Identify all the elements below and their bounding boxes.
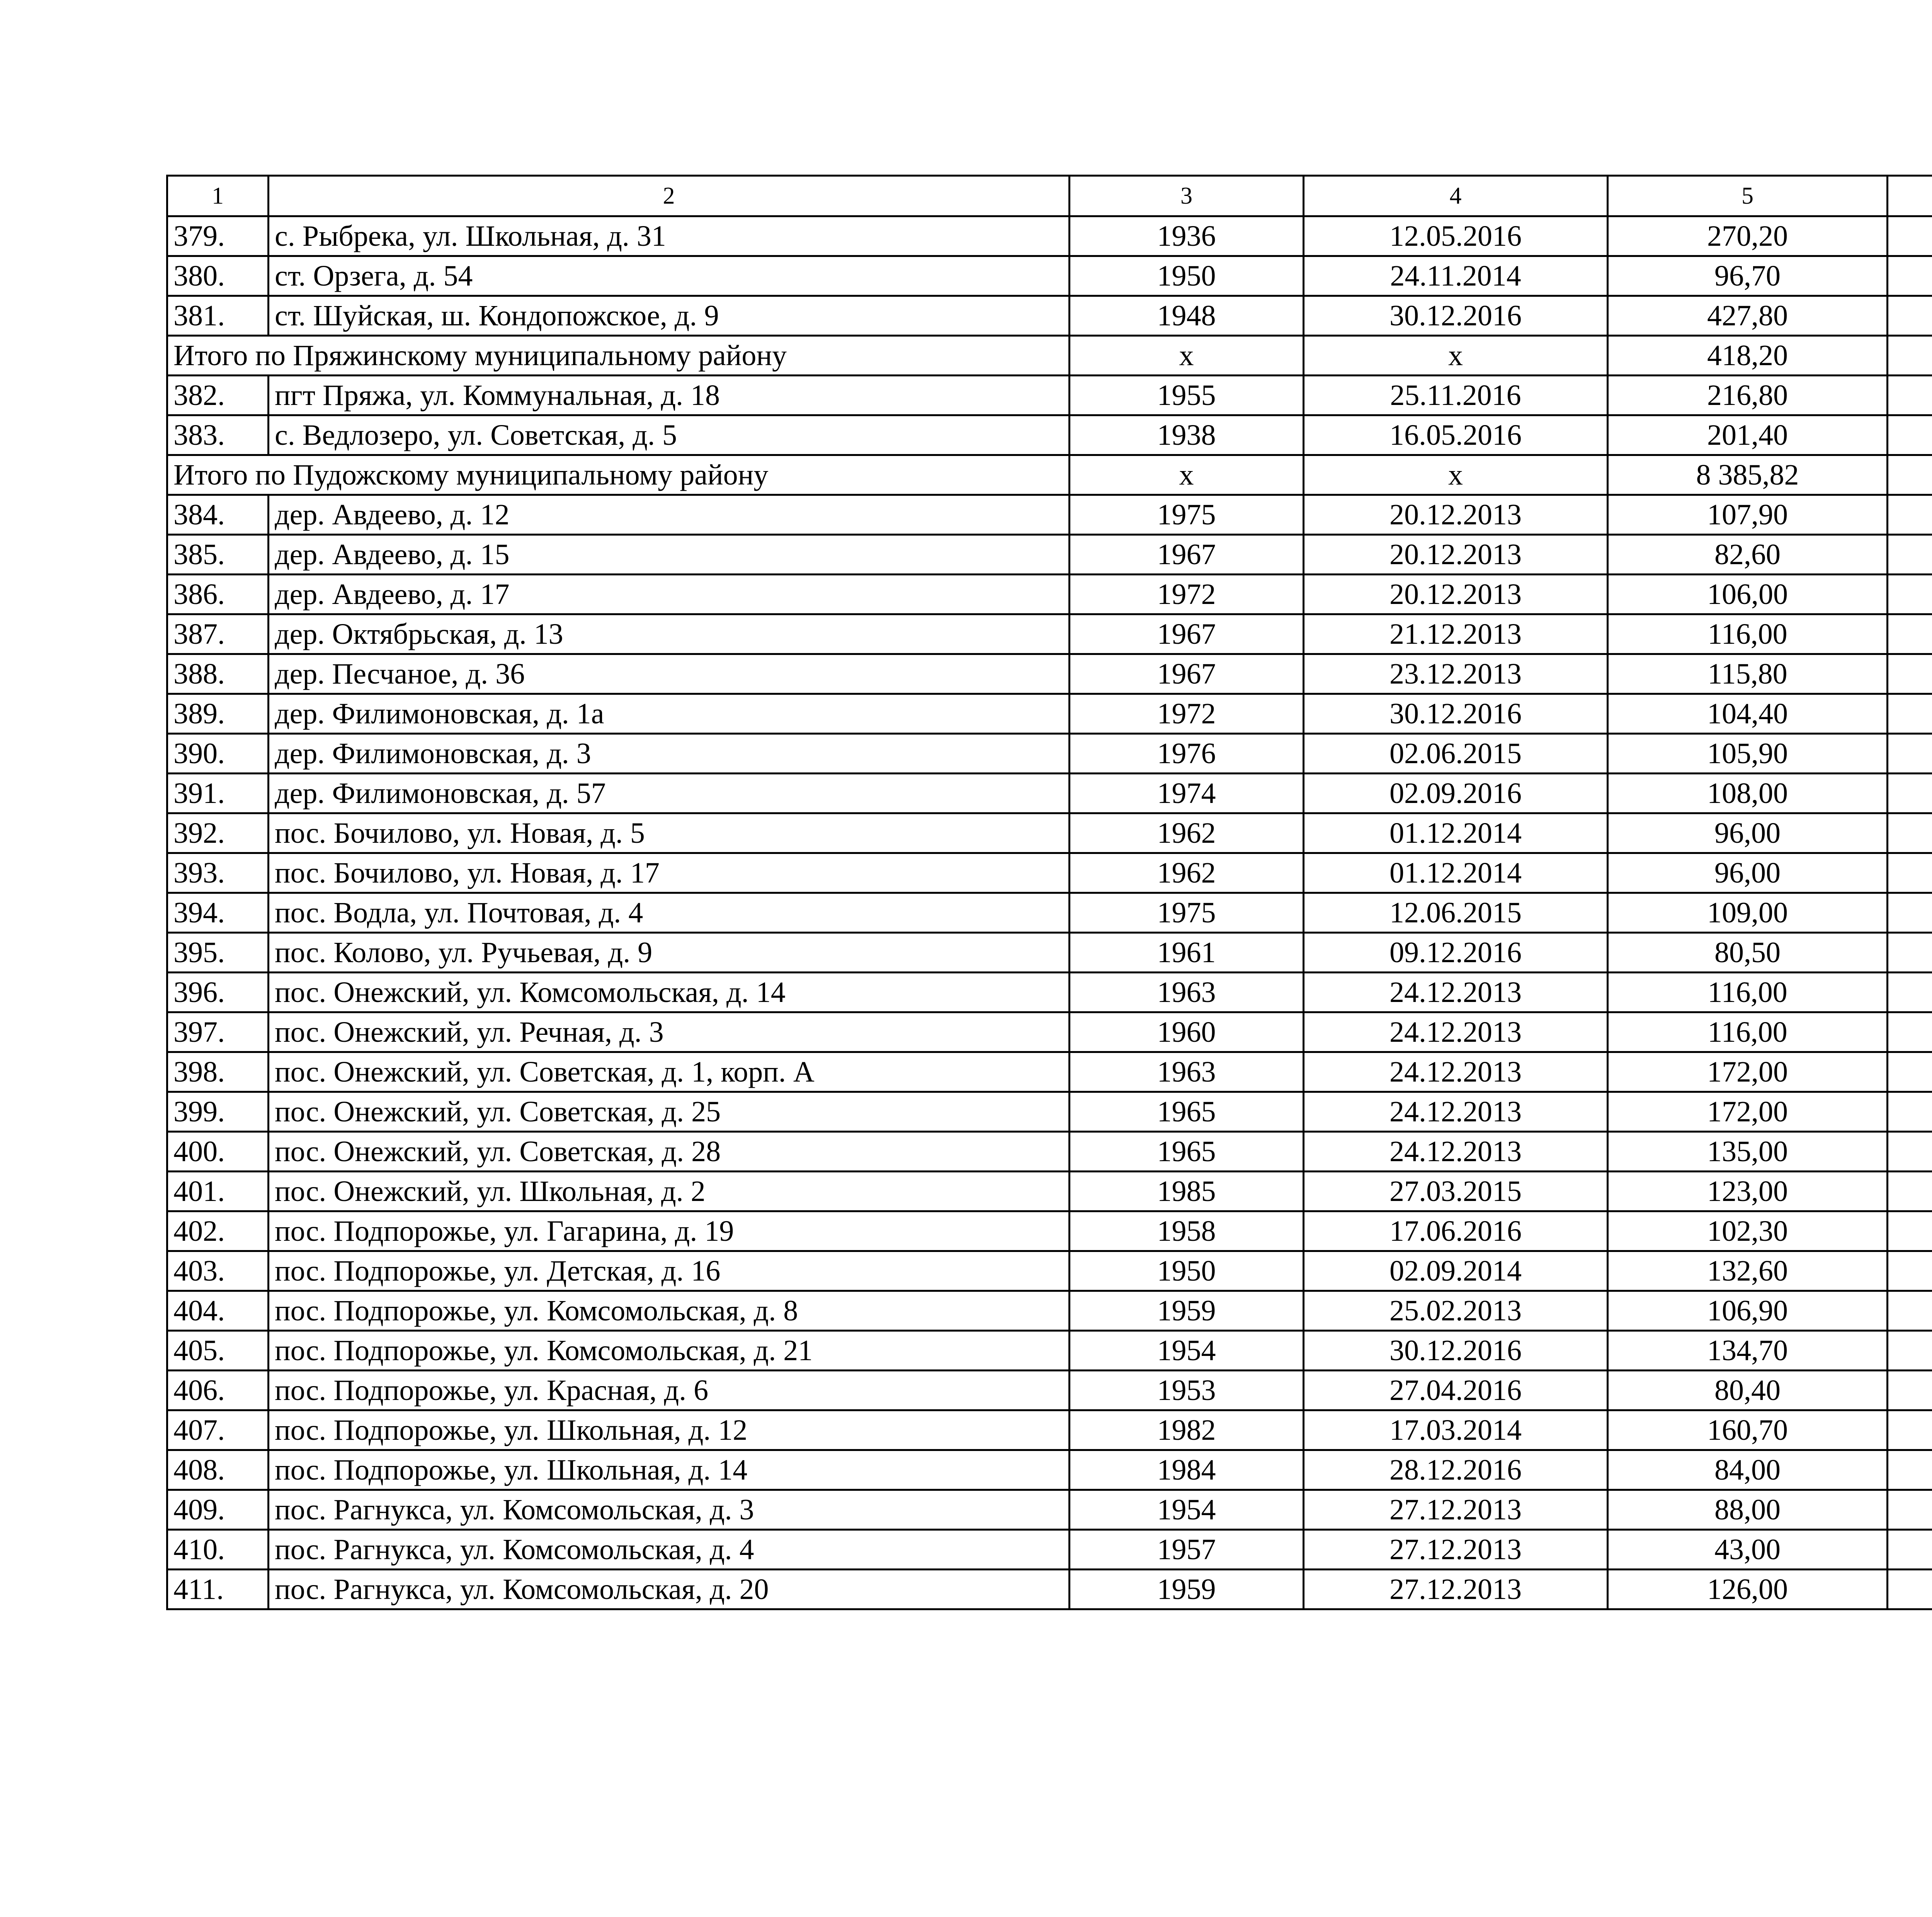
address-cell: пос. Онежский, ул. Советская, д. 25 (269, 1092, 1070, 1132)
area-cell: 172,00 (1608, 1092, 1888, 1132)
area-cell: 96,70 (1608, 256, 1888, 296)
residents-cell (1888, 1530, 1932, 1570)
residents-cell (1888, 256, 1932, 296)
residents-cell (1888, 336, 1932, 376)
residents-cell (1888, 1410, 1932, 1450)
date-cell: 24.12.2013 (1304, 1012, 1608, 1052)
row-number-cell: 381. (167, 296, 269, 336)
address-cell: ст. Орзега, д. 54 (269, 256, 1070, 296)
residents-cell (1888, 1331, 1932, 1371)
date-cell: 01.12.2014 (1304, 853, 1608, 893)
residents-cell (1888, 1012, 1932, 1052)
year-cell: 1950 (1070, 1251, 1304, 1291)
area-cell: 427,80 (1608, 296, 1888, 336)
residents-cell (1888, 1211, 1932, 1251)
year-cell: 1950 (1070, 256, 1304, 296)
date-cell: 27.12.2013 (1304, 1570, 1608, 1609)
table-row (167, 933, 1932, 973)
table-row (167, 1331, 1932, 1371)
date-cell: 27.12.2013 (1304, 1530, 1608, 1570)
row-number-cell: 394. (167, 893, 269, 933)
residents-cell (1888, 694, 1932, 734)
address-cell: пос. Онежский, ул. Комсомольская, д. 14 (269, 973, 1070, 1012)
header-cell-col-3: 3 (1070, 176, 1304, 216)
year-cell: 1972 (1070, 575, 1304, 614)
date-cell: 30.12.2016 (1304, 694, 1608, 734)
date-cell: 17.03.2014 (1304, 1410, 1608, 1450)
residents-cell (1888, 535, 1932, 575)
area-cell: 172,00 (1608, 1052, 1888, 1092)
row-number-cell: 392. (167, 813, 269, 853)
area-cell: 107,90 (1608, 495, 1888, 535)
table-row (167, 1450, 1932, 1490)
address-cell: пос. Колово, ул. Ручьевая, д. 9 (269, 933, 1070, 973)
residents-cell (1888, 575, 1932, 614)
date-cell: 20.12.2013 (1304, 535, 1608, 575)
residents-cell (1888, 973, 1932, 1012)
row-number-cell: 403. (167, 1251, 269, 1291)
address-cell: пос. Рагнукса, ул. Комсомольская, д. 4 (269, 1530, 1070, 1570)
area-cell: 160,70 (1608, 1410, 1888, 1450)
residents-cell (1888, 654, 1932, 694)
row-number-cell: 391. (167, 774, 269, 813)
table-row (167, 1291, 1932, 1331)
address-cell: пос. Подпорожье, ул. Школьная, д. 14 (269, 1450, 1070, 1490)
residents-cell (1888, 774, 1932, 813)
district-total-row (167, 455, 1932, 495)
year-cell: 1962 (1070, 813, 1304, 853)
area-cell: 104,40 (1608, 694, 1888, 734)
residents-cell (1888, 813, 1932, 853)
table-row (167, 495, 1932, 535)
residents-cell (1888, 853, 1932, 893)
year-cell: 1957 (1070, 1530, 1304, 1570)
year-cell: 1975 (1070, 495, 1304, 535)
row-number-cell: 408. (167, 1450, 269, 1490)
address-cell: пос. Подпорожье, ул. Школьная, д. 12 (269, 1410, 1070, 1450)
area-cell: 135,00 (1608, 1132, 1888, 1172)
header-cell-col-1: 1 (167, 176, 269, 216)
area-cell: 116,00 (1608, 1012, 1888, 1052)
area-cell: 106,90 (1608, 1291, 1888, 1331)
year-cell: 1975 (1070, 893, 1304, 933)
area-cell: 216,80 (1608, 376, 1888, 415)
date-cell: 17.06.2016 (1304, 1211, 1608, 1251)
year-cell: 1976 (1070, 734, 1304, 774)
area-cell: 116,00 (1608, 973, 1888, 1012)
row-number-cell: 386. (167, 575, 269, 614)
table-row (167, 1172, 1932, 1211)
residents-cell (1888, 933, 1932, 973)
area-cell: 132,60 (1608, 1251, 1888, 1291)
row-number-cell: 411. (167, 1570, 269, 1609)
column-number-header-row (167, 176, 1932, 216)
table-row (167, 1371, 1932, 1410)
date-cell: 27.12.2013 (1304, 1490, 1608, 1530)
row-number-cell: 395. (167, 933, 269, 973)
year-cell: 1967 (1070, 654, 1304, 694)
date-cell: 20.12.2013 (1304, 575, 1608, 614)
year-cell: 1974 (1070, 774, 1304, 813)
year-cell: 1963 (1070, 1052, 1304, 1092)
date-cell: 30.12.2016 (1304, 1331, 1608, 1371)
year-cell: 1953 (1070, 1371, 1304, 1410)
table-row (167, 256, 1932, 296)
date-cell: 24.12.2013 (1304, 1052, 1608, 1092)
row-number-cell: 405. (167, 1331, 269, 1371)
date-cell: 23.12.2013 (1304, 654, 1608, 694)
year-cell: 1984 (1070, 1450, 1304, 1490)
address-cell: дер. Филимоновская, д. 1а (269, 694, 1070, 734)
table-row (167, 774, 1932, 813)
area-cell: 106,00 (1608, 575, 1888, 614)
area-cell: 123,00 (1608, 1172, 1888, 1211)
district-total-row (167, 336, 1932, 376)
row-number-cell: 409. (167, 1490, 269, 1530)
date-cell: 16.05.2016 (1304, 415, 1608, 455)
row-number-cell: 385. (167, 535, 269, 575)
table-row (167, 694, 1932, 734)
table-row (167, 1052, 1932, 1092)
residents-cell (1888, 1371, 1932, 1410)
area-cell: 96,00 (1608, 813, 1888, 853)
date-cell: х (1304, 455, 1608, 495)
year-cell: 1965 (1070, 1132, 1304, 1172)
area-cell: 270,20 (1608, 216, 1888, 256)
area-cell: 80,40 (1608, 1371, 1888, 1410)
area-cell: 88,00 (1608, 1490, 1888, 1530)
date-cell: 02.09.2014 (1304, 1251, 1608, 1291)
area-cell: 126,00 (1608, 1570, 1888, 1609)
date-cell: 01.12.2014 (1304, 813, 1608, 853)
row-number-cell: 380. (167, 256, 269, 296)
area-cell: 115,80 (1608, 654, 1888, 694)
year-cell: 1959 (1070, 1291, 1304, 1331)
year-cell: 1948 (1070, 296, 1304, 336)
row-number-cell: 383. (167, 415, 269, 455)
row-number-cell: 406. (167, 1371, 269, 1410)
row-number-cell: 390. (167, 734, 269, 774)
residents-cell (1888, 1570, 1932, 1609)
housing-table (166, 175, 1932, 1610)
table-row (167, 575, 1932, 614)
date-cell: 02.06.2015 (1304, 734, 1608, 774)
year-cell: 1954 (1070, 1331, 1304, 1371)
table-row (167, 1251, 1932, 1291)
address-cell: пос. Подпорожье, ул. Гагарина, д. 19 (269, 1211, 1070, 1251)
area-cell: 96,00 (1608, 853, 1888, 893)
area-cell: 108,00 (1608, 774, 1888, 813)
area-cell: 418,20 (1608, 336, 1888, 376)
year-cell: 1938 (1070, 415, 1304, 455)
row-number-cell: 396. (167, 973, 269, 1012)
residents-cell (1888, 1172, 1932, 1211)
area-cell: 43,00 (1608, 1530, 1888, 1570)
residents-cell (1888, 1052, 1932, 1092)
address-cell: дер. Авдеево, д. 15 (269, 535, 1070, 575)
header-cell-col-4: 4 (1304, 176, 1608, 216)
row-number-cell: 410. (167, 1530, 269, 1570)
row-number-cell: 398. (167, 1052, 269, 1092)
row-number-cell: 389. (167, 694, 269, 734)
residents-cell (1888, 614, 1932, 654)
date-cell: х (1304, 336, 1608, 376)
address-cell: дер. Октябрьская, д. 13 (269, 614, 1070, 654)
row-number-cell: 382. (167, 376, 269, 415)
row-number-cell: 404. (167, 1291, 269, 1331)
date-cell: 02.09.2016 (1304, 774, 1608, 813)
residents-cell (1888, 893, 1932, 933)
residents-cell (1888, 1132, 1932, 1172)
residents-cell (1888, 1291, 1932, 1331)
date-cell: 21.12.2013 (1304, 614, 1608, 654)
date-cell: 12.06.2015 (1304, 893, 1608, 933)
address-cell: пос. Онежский, ул. Советская, д. 28 (269, 1132, 1070, 1172)
residents-cell (1888, 376, 1932, 415)
year-cell: 1963 (1070, 973, 1304, 1012)
residents-cell (1888, 1450, 1932, 1490)
address-cell: дер. Песчаное, д. 36 (269, 654, 1070, 694)
residents-cell (1888, 1251, 1932, 1291)
area-cell: 80,50 (1608, 933, 1888, 973)
area-cell: 105,90 (1608, 734, 1888, 774)
year-cell: х (1070, 336, 1304, 376)
address-cell: пос. Подпорожье, ул. Детская, д. 16 (269, 1251, 1070, 1291)
table-row (167, 614, 1932, 654)
total-label-cell: Итого по Пудожскому муниципальному району (167, 455, 1070, 495)
residents-cell (1888, 455, 1932, 495)
year-cell: 1962 (1070, 853, 1304, 893)
address-cell: пгт Пряжа, ул. Коммунальная, д. 18 (269, 376, 1070, 415)
area-cell: 134,70 (1608, 1331, 1888, 1371)
header-cell-col-2: 2 (269, 176, 1070, 216)
address-cell: пос. Бочилово, ул. Новая, д. 5 (269, 813, 1070, 853)
date-cell: 27.03.2015 (1304, 1172, 1608, 1211)
table-row (167, 1530, 1932, 1570)
year-cell: х (1070, 455, 1304, 495)
table-row (167, 1092, 1932, 1132)
date-cell: 24.12.2013 (1304, 1132, 1608, 1172)
year-cell: 1982 (1070, 1410, 1304, 1450)
date-cell: 24.12.2013 (1304, 973, 1608, 1012)
area-cell: 109,00 (1608, 893, 1888, 933)
year-cell: 1960 (1070, 1012, 1304, 1052)
year-cell: 1958 (1070, 1211, 1304, 1251)
residents-cell (1888, 296, 1932, 336)
year-cell: 1955 (1070, 376, 1304, 415)
date-cell: 30.12.2016 (1304, 296, 1608, 336)
area-cell: 102,30 (1608, 1211, 1888, 1251)
table-row (167, 415, 1932, 455)
table-row (167, 1211, 1932, 1251)
row-number-cell: 400. (167, 1132, 269, 1172)
table-body (167, 176, 1932, 1609)
row-number-cell: 384. (167, 495, 269, 535)
address-cell: ст. Шуйская, ш. Кондопожское, д. 9 (269, 296, 1070, 336)
address-cell: дер. Филимоновская, д. 57 (269, 774, 1070, 813)
table-row (167, 893, 1932, 933)
table-row (167, 1012, 1932, 1052)
date-cell: 27.04.2016 (1304, 1371, 1608, 1410)
year-cell: 1967 (1070, 614, 1304, 654)
row-number-cell: 397. (167, 1012, 269, 1052)
table-row (167, 853, 1932, 893)
year-cell: 1936 (1070, 216, 1304, 256)
residents-cell (1888, 1092, 1932, 1132)
table-row (167, 376, 1932, 415)
address-cell: пос. Подпорожье, ул. Комсомольская, д. 21 (269, 1331, 1070, 1371)
date-cell: 24.12.2013 (1304, 1092, 1608, 1132)
row-number-cell: 393. (167, 853, 269, 893)
address-cell: пос. Рагнукса, ул. Комсомольская, д. 3 (269, 1490, 1070, 1530)
area-cell: 82,60 (1608, 535, 1888, 575)
address-cell: с. Рыбрека, ул. Школьная, д. 31 (269, 216, 1070, 256)
address-cell: с. Ведлозеро, ул. Советская, д. 5 (269, 415, 1070, 455)
residents-cell (1888, 216, 1932, 256)
table-row (167, 1490, 1932, 1530)
address-cell: пос. Подпорожье, ул. Комсомольская, д. 8 (269, 1291, 1070, 1331)
address-cell: пос. Онежский, ул. Советская, д. 1, корп. А (269, 1052, 1070, 1092)
table-row (167, 1410, 1932, 1450)
row-number-cell: 387. (167, 614, 269, 654)
year-cell: 1972 (1070, 694, 1304, 734)
area-cell: 8 385,82 (1608, 455, 1888, 495)
area-cell: 84,00 (1608, 1450, 1888, 1490)
address-cell: дер. Авдеево, д. 17 (269, 575, 1070, 614)
address-cell: пос. Онежский, ул. Школьная, д. 2 (269, 1172, 1070, 1211)
address-cell: пос. Бочилово, ул. Новая, д. 17 (269, 853, 1070, 893)
area-cell: 116,00 (1608, 614, 1888, 654)
residents-cell (1888, 415, 1932, 455)
row-number-cell: 379. (167, 216, 269, 256)
residents-cell (1888, 734, 1932, 774)
area-cell: 201,40 (1608, 415, 1888, 455)
table-row (167, 654, 1932, 694)
date-cell: 24.11.2014 (1304, 256, 1608, 296)
address-cell: пос. Водла, ул. Почтовая, д. 4 (269, 893, 1070, 933)
date-cell: 28.12.2016 (1304, 1450, 1608, 1490)
table-row (167, 216, 1932, 256)
date-cell: 09.12.2016 (1304, 933, 1608, 973)
residents-cell (1888, 1490, 1932, 1530)
year-cell: 1959 (1070, 1570, 1304, 1609)
table-row (167, 296, 1932, 336)
header-cell-col-6 (1888, 176, 1932, 216)
address-cell: пос. Подпорожье, ул. Красная, д. 6 (269, 1371, 1070, 1410)
year-cell: 1961 (1070, 933, 1304, 973)
date-cell: 12.05.2016 (1304, 216, 1608, 256)
table-row (167, 734, 1932, 774)
address-cell: дер. Авдеево, д. 12 (269, 495, 1070, 535)
table-row (167, 973, 1932, 1012)
table-row (167, 813, 1932, 853)
year-cell: 1965 (1070, 1092, 1304, 1132)
date-cell: 25.02.2013 (1304, 1291, 1608, 1331)
table-row (167, 1570, 1932, 1609)
date-cell: 25.11.2016 (1304, 376, 1608, 415)
row-number-cell: 402. (167, 1211, 269, 1251)
date-cell: 20.12.2013 (1304, 495, 1608, 535)
residents-cell (1888, 495, 1932, 535)
row-number-cell: 388. (167, 654, 269, 694)
address-cell: пос. Рагнукса, ул. Комсомольская, д. 20 (269, 1570, 1070, 1609)
table-row (167, 535, 1932, 575)
total-label-cell: Итого по Пряжинскому муниципальному району (167, 336, 1070, 376)
year-cell: 1985 (1070, 1172, 1304, 1211)
row-number-cell: 399. (167, 1092, 269, 1132)
address-cell: пос. Онежский, ул. Речная, д. 3 (269, 1012, 1070, 1052)
address-cell: дер. Филимоновская, д. 3 (269, 734, 1070, 774)
year-cell: 1954 (1070, 1490, 1304, 1530)
header-cell-col-5: 5 (1608, 176, 1888, 216)
row-number-cell: 401. (167, 1172, 269, 1211)
row-number-cell: 407. (167, 1410, 269, 1450)
year-cell: 1967 (1070, 535, 1304, 575)
table-row (167, 1132, 1932, 1172)
